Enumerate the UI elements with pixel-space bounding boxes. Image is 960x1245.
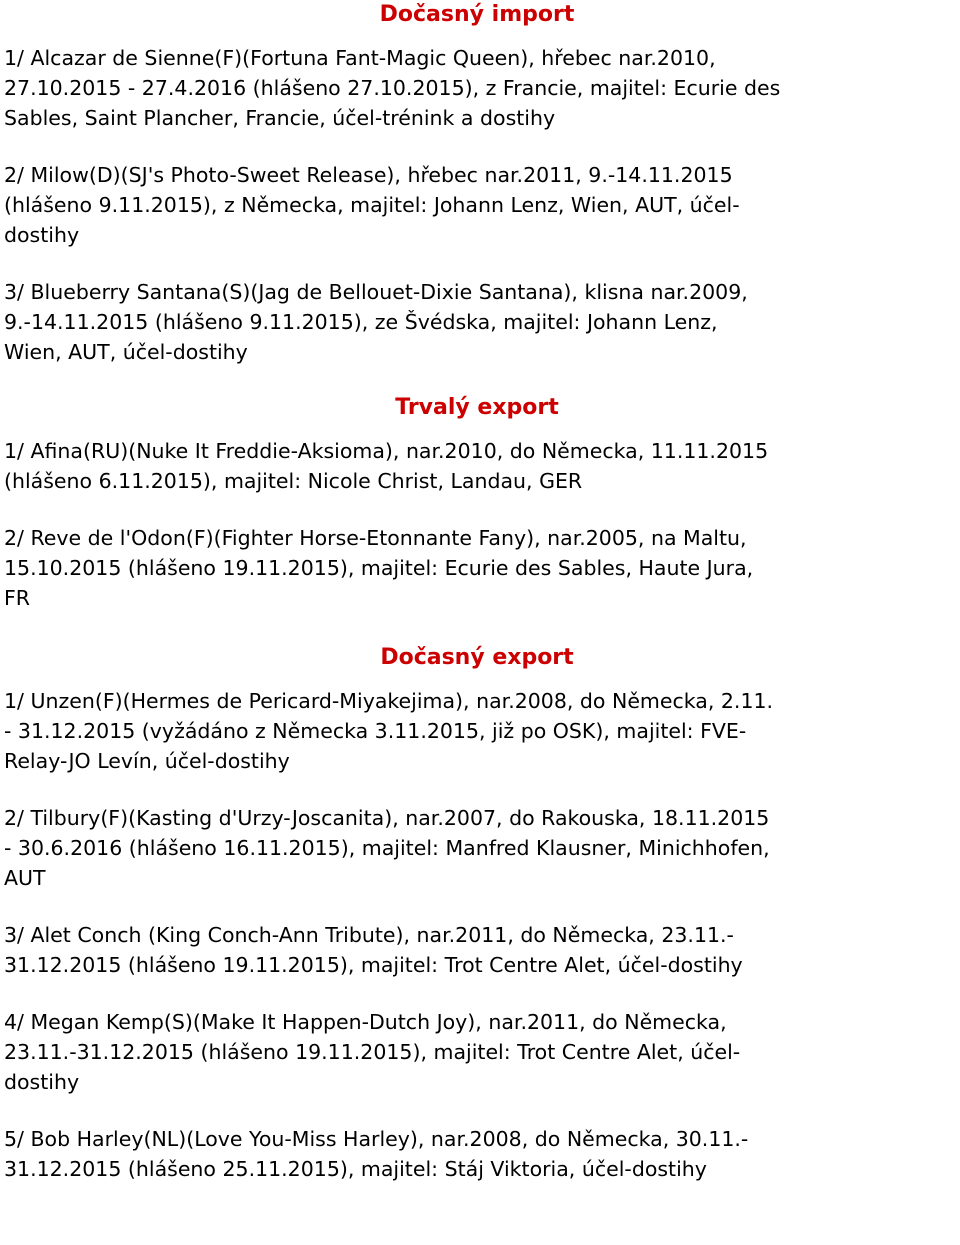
list-item: 1/ Alcazar de Sienne(F)(Fortuna Fant-Magic Queen), hřebec nar.2010, 27.10.2015 - 27.4.2016 (hlášeno 27.10.2015), z Francie, majitel: Ecurie des Sables, Saint Plancher, Francie, účel-trénink a dostihy	[4, 46, 781, 130]
list-item: 2/ Milow(D)(SJ's Photo-Sweet Release), hřebec nar.2011, 9.-14.11.2015 (hlášeno 9.11.2015), z Německa, majitel: Johann Lenz, Wien, AUT, účel- dostihy	[4, 163, 740, 247]
list-item: 1/ Afina(RU)(Nuke It Freddie-Aksioma), nar.2010, do Německa, 11.11.2015 (hlášeno 6.11.2015), majitel: Nicole Christ, Landau, GER	[4, 439, 769, 493]
list-item: 1/ Unzen(F)(Hermes de Pericard-Miyakejima), nar.2008, do Německa, 2.11. - 31.12.2015 (vyžádáno z Německa 3.11.2015, již po OSK), majitel: FVE- Relay-JO Levín, účel-dostihy	[4, 689, 774, 773]
section-heading-permanent-export: Trvalý export	[395, 395, 559, 420]
list-item: 3/ Blueberry Santana(S)(Jag de Bellouet-Dixie Santana), klisna nar.2009, 9.-14.11.2015 (hlášeno 9.11.2015), ze Švédska, majitel: Johann Lenz, Wien, AUT, účel-dostihy	[4, 280, 748, 364]
section-heading-temporary-import: Dočasný import	[379, 2, 575, 27]
list-item: 3/ Alet Conch (King Conch-Ann Tribute), nar.2011, do Německa, 23.11.- 31.12.2015 (hlášeno 19.11.2015), majitel: Trot Centre Alet, účel-dostihy	[4, 923, 743, 977]
list-item: 2/ Tilbury(F)(Kasting d'Urzy-Joscanita), nar.2007, do Rakouska, 18.11.2015 - 30.6.2016 (hlášeno 16.11.2015), majitel: Manfred Klausner, Minichhofen, AUT	[4, 806, 770, 890]
list-item: 2/ Reve de l'Odon(F)(Fighter Horse-Etonnante Fany), nar.2005, na Maltu, 15.10.2015 (hlášeno 19.11.2015), majitel: Ecurie des Sables, Haute Jura, FR	[4, 526, 754, 610]
section-heading-temporary-export: Dočasný export	[380, 645, 574, 670]
list-item: 4/ Megan Kemp(S)(Make It Happen-Dutch Joy), nar.2011, do Německa, 23.11.-31.12.2015 (hlášeno 19.11.2015), majitel: Trot Centre Alet, účel- dostihy	[4, 1010, 741, 1094]
list-item: 5/ Bob Harley(NL)(Love You-Miss Harley), nar.2008, do Německa, 30.11.- 31.12.2015 (hlášeno 25.11.2015), majitel: Stáj Viktoria, účel-dostihy	[4, 1127, 749, 1181]
